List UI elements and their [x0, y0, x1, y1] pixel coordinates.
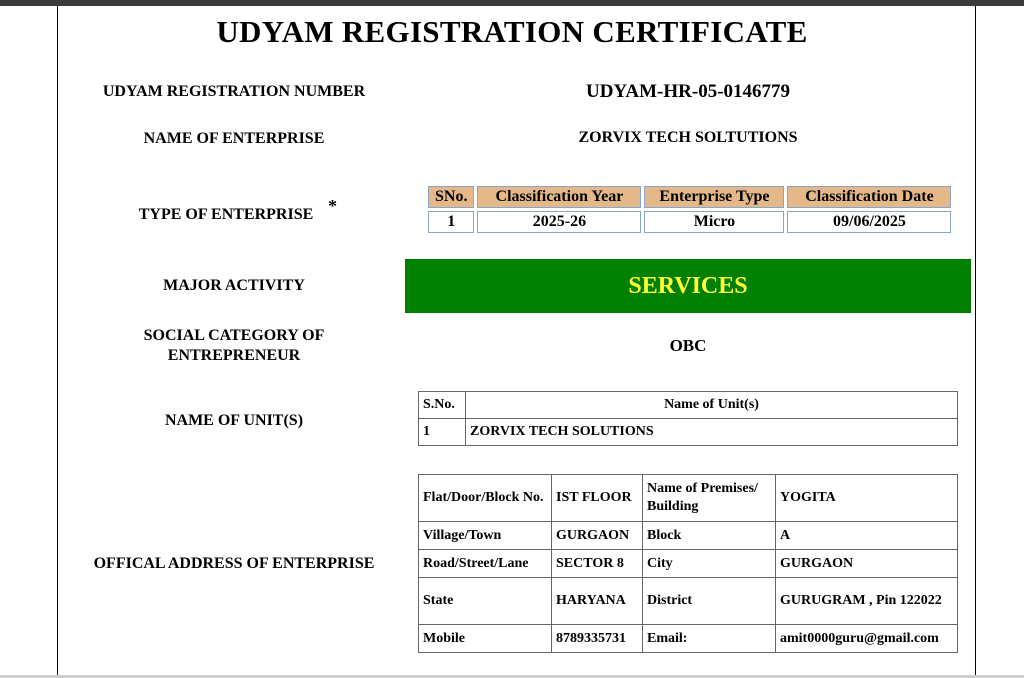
block-value: A: [776, 522, 958, 550]
units-cell-name: ZORVIX TECH SOLUTIONS: [466, 419, 958, 446]
major-activity-banner: [405, 259, 971, 313]
state-label: State: [419, 578, 552, 625]
required-asterisk: *: [328, 196, 337, 216]
enterprise-type-label: TYPE OF ENTERPRISE: [138, 206, 314, 223]
units-table: [418, 391, 958, 446]
village-value: GURGAON: [552, 522, 643, 550]
social-category-label-line2: ENTREPRENEUR: [167, 347, 301, 364]
units-cell-sno: 1: [419, 419, 466, 446]
cell-enterprise-type: Micro: [644, 211, 784, 233]
address-label: OFFICAL ADDRESS OF ENTERPRISE: [93, 555, 375, 572]
road-value: SECTOR 8: [552, 550, 643, 578]
road-label: Road/Street/Lane: [419, 550, 552, 578]
premises-value: YOGITA: [776, 475, 958, 522]
cell-classification-year: 2025-26: [477, 211, 641, 233]
header-classification-date: Classification Date: [787, 186, 951, 208]
address-row-flat: [419, 475, 958, 522]
classification-row: [428, 211, 951, 233]
right-border: [975, 6, 976, 675]
social-category-value: OBC: [669, 336, 707, 355]
flat-label: Flat/Door/Block No.: [419, 475, 552, 522]
major-activity-label: MAJOR ACTIVITY: [163, 277, 305, 294]
address-row-village: [419, 522, 958, 550]
classification-table: [425, 183, 954, 236]
enterprise-name-value: ZORVIX TECH SOLTUTIONS: [578, 129, 798, 146]
header-classification-year: Classification Year: [477, 186, 641, 208]
units-row: [419, 419, 958, 446]
address-table: [418, 474, 958, 653]
left-border: [57, 6, 58, 675]
address-row-road: [419, 550, 958, 578]
units-label: NAME OF UNIT(S): [164, 412, 304, 429]
classification-header-row: [428, 186, 951, 208]
city-label: City: [643, 550, 776, 578]
village-label: Village/Town: [419, 522, 552, 550]
flat-value: IST FLOOR: [552, 475, 643, 522]
header-sno: SNo.: [428, 186, 474, 208]
address-row-mobile: [419, 625, 958, 653]
registration-number-value: UDYAM-HR-05-0146779: [585, 81, 791, 102]
cell-sno: 1: [428, 211, 474, 233]
units-header-sno: S.No.: [419, 392, 466, 419]
state-value: HARYANA: [552, 578, 643, 625]
top-bar: [0, 0, 1024, 6]
registration-number-label: UDYAM REGISTRATION NUMBER: [102, 83, 366, 100]
email-label: Email:: [643, 625, 776, 653]
cell-classification-date: 09/06/2025: [787, 211, 951, 233]
mobile-label: Mobile: [419, 625, 552, 653]
certificate-title: UDYAM REGISTRATION CERTIFICATE: [216, 14, 808, 49]
major-activity-value: SERVICES: [628, 272, 748, 299]
units-header-name: Name of Unit(s): [466, 392, 958, 419]
social-category-label: [80, 326, 388, 366]
block-label: Block: [643, 522, 776, 550]
email-value: amit0000guru@gmail.com: [776, 625, 958, 653]
social-category-label-line1: SOCIAL CATEGORY OF: [143, 327, 325, 344]
premises-label: Name of Premises/ Building: [643, 475, 776, 522]
units-header-row: [419, 392, 958, 419]
city-value: GURGAON: [776, 550, 958, 578]
header-enterprise-type: Enterprise Type: [644, 186, 784, 208]
district-label: District: [643, 578, 776, 625]
enterprise-name-label: NAME OF ENTERPRISE: [143, 130, 325, 147]
mobile-value: 8789335731: [552, 625, 643, 653]
district-value: GURUGRAM , Pin 122022: [776, 578, 958, 625]
address-row-state: [419, 578, 958, 625]
